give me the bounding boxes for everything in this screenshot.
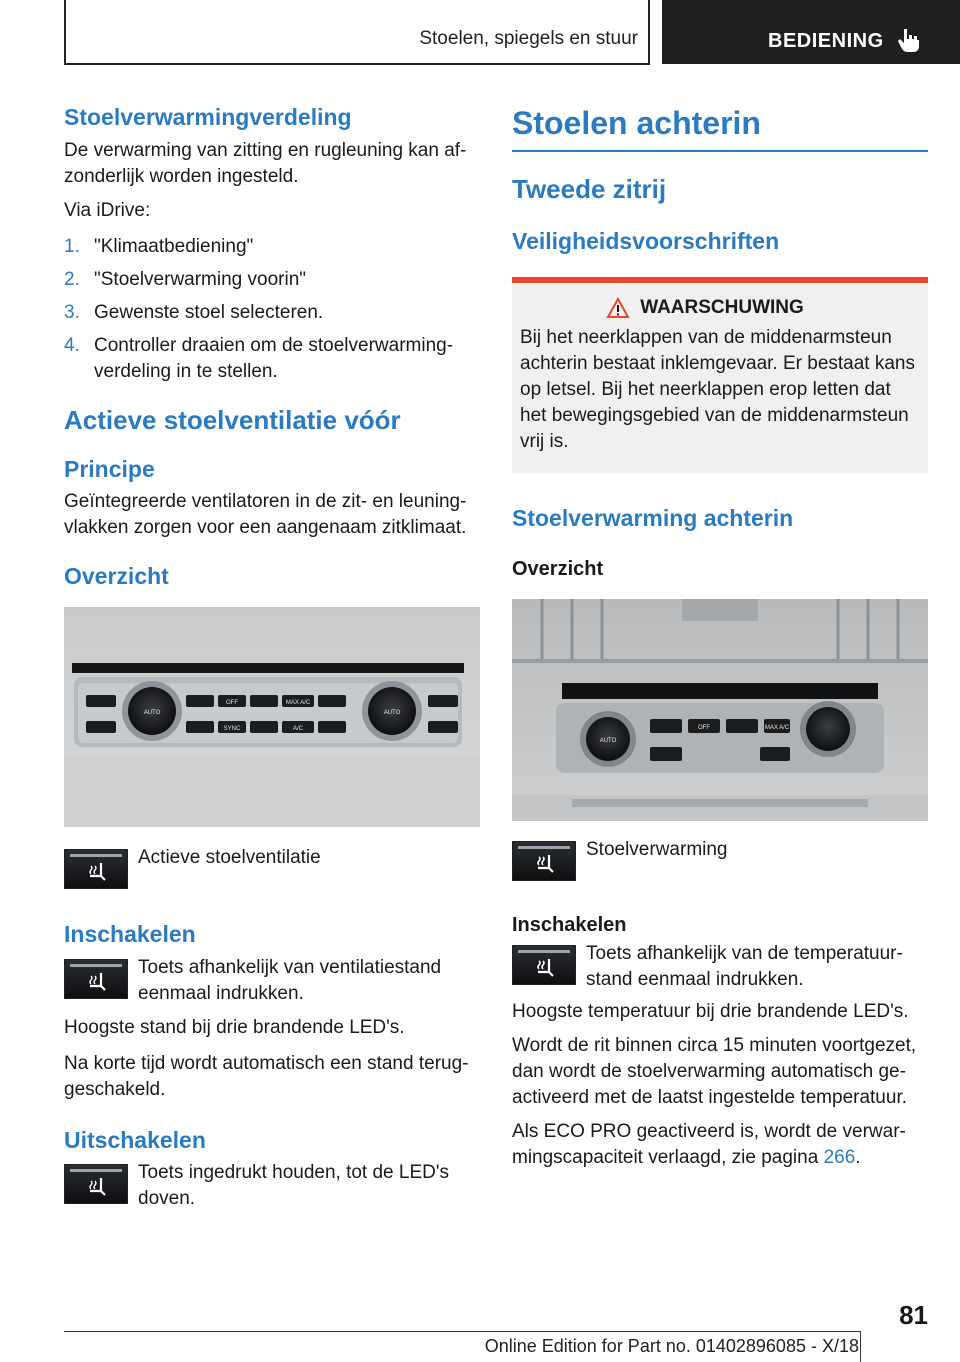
heading-tweede-zitrij: Tweede zitrij (512, 174, 667, 205)
heading-overzicht: Overzicht (64, 563, 169, 590)
rear-max-ac-label: MAX A/C (764, 724, 790, 731)
pointing-hand-icon (896, 26, 922, 54)
step-number: 4. (64, 334, 80, 356)
eco-pro-text: Als ECO PRO geactiveerd is, wordt de verwar- mingscapaciteit verlaagd, zie pagina (512, 1120, 906, 1168)
list-item (64, 267, 480, 293)
step-text: "Klimaatbediening" (94, 235, 254, 257)
paragraph-principe: Geïntegreerde ventilatoren in de zit- en leuning- vlakken zorgen voor een aangenaam zitklimaat. (64, 491, 467, 539)
paragraph-terug: Na korte tijd wordt automatisch een stand terug- geschakeld. (64, 1052, 469, 1100)
warning-box (512, 277, 928, 473)
rear-off-label: OFF (698, 724, 710, 731)
sync-label: SYNC (223, 725, 241, 732)
footer-rule-vertical (860, 1331, 861, 1362)
seat-ventilation-button-icon[interactable] (64, 1164, 128, 1204)
chapter-tab[interactable] (662, 0, 960, 64)
off-label: OFF (226, 699, 238, 706)
knob-left-label: AUTO (143, 709, 161, 716)
icon-row-inschakelen-right (512, 942, 928, 993)
icon-label-ventilatie: Actieve stoelventilatie (138, 846, 321, 868)
list-item (64, 234, 480, 260)
list-item (64, 300, 480, 326)
inschakelen-text-left: Toets afhankelijk van ventilatiestand eenmaal indrukken. (138, 956, 442, 1004)
footer-edition: Online Edition for Part no. 01402896085 - X/18 (484, 1336, 859, 1356)
seat-heating-button-icon[interactable] (512, 841, 576, 881)
heading-stoelverwarming-achterin: Stoelverwarming achterin (512, 505, 794, 532)
heading-overzicht-right: Overzicht (512, 557, 604, 580)
paragraph-via-idrive: Via iDrive: (64, 199, 151, 221)
uitschakelen-text: Toets ingedrukt houden, tot de LED's doven. (138, 1162, 449, 1210)
inschakelen-text-right: Toets afhankelijk van de temperatuur- stand eenmaal indrukken. (586, 942, 903, 990)
heading-stoelverwarmingverdeling: Stoelverwarmingverdeling (64, 104, 352, 130)
warning-title-text: WAARSCHUWING (640, 297, 804, 319)
section-title: Stoelen, spiegels en stuur (419, 28, 638, 49)
heading-uitschakelen: Uitschakelen (64, 1126, 206, 1153)
heading-veiligheidsvoorschriften: Veiligheidsvoorschriften (512, 227, 780, 254)
seat-heating-button-icon[interactable] (512, 945, 576, 985)
seat-ventilation-button-icon[interactable] (64, 849, 128, 889)
seat-ventilation-button-icon[interactable] (64, 959, 128, 999)
warning-triangle-icon (606, 297, 630, 319)
step-text: Gewenste stoel selecteren. (94, 301, 324, 323)
steps-list (64, 234, 480, 385)
step-text: "Stoelverwarming voorin" (94, 268, 307, 290)
heading-inschakelen-right: Inschakelen (512, 913, 627, 936)
heading-stoelen-achterin: Stoelen achterin (512, 105, 761, 141)
heading-inschakelen-left: Inschakelen (64, 920, 196, 947)
chapter-label: BEDIENING (768, 30, 884, 52)
footer-rule (64, 1331, 860, 1332)
header-rule-mid (648, 0, 650, 64)
warning-title (520, 297, 920, 319)
eco-pro-end: . (855, 1146, 861, 1168)
list-item (64, 333, 480, 385)
rear-climate-panel-photo (512, 599, 928, 821)
icon-row-ventilatie (64, 846, 480, 889)
rear-knob-label: AUTO (599, 737, 617, 744)
ac-label: A/C (292, 725, 304, 732)
left-column (64, 98, 480, 1212)
warning-text: Bij het neerklappen van de middenarmsteun achterin bestaat inklemgevaar. Er bestaat kans op letsel. Bij het neerklappen erop letten dat het bewegingsgebied van de middenarmsteun vrij is. (520, 327, 916, 453)
icon-row-stoelverwarming (512, 838, 928, 881)
knob-right-label: AUTO (383, 709, 401, 716)
step-number: 3. (64, 301, 80, 323)
heading-underline (512, 150, 928, 152)
page-link-266[interactable]: 266 (823, 1146, 856, 1168)
header-rule-left (64, 0, 66, 64)
heading-actieve-stoelventilatie: Actieve stoelventilatie vóór (64, 404, 401, 435)
paragraph-rit: Wordt de rit binnen circa 15 minuten voortgezet, dan wordt de stoelverwarming automatisch ge- activeerd met de laatst ingestelde temperatuur. (512, 1034, 917, 1108)
heading-principe: Principe (64, 455, 155, 482)
max-ac-label: MAX A/C (285, 699, 311, 706)
paragraph-verdeling: De verwarming van zitting en rugleuning kan af- zonderlijk worden ingesteld. (64, 139, 467, 187)
header-rule-bottom (64, 63, 650, 65)
step-number: 2. (64, 268, 80, 290)
step-number: 1. (64, 235, 80, 257)
icon-row-uitschakelen (64, 1164, 480, 1212)
page-number: 81 (899, 1300, 928, 1330)
paragraph-hoogste-temperatuur: Hoogste temperatuur bij drie brandende LED's. (512, 1000, 909, 1022)
icon-label-stoelverwarming: Stoelverwarming (586, 838, 728, 860)
paragraph-eco-pro (512, 1119, 928, 1171)
front-climate-panel-photo (64, 607, 480, 827)
icon-row-inschakelen-left (64, 956, 480, 1007)
step-text: Controller draaien om de stoelverwarming- verdeling in te stellen. (94, 334, 454, 382)
right-column (512, 98, 928, 1171)
paragraph-hoogste-stand: Hoogste stand bij drie brandende LED's. (64, 1016, 405, 1038)
